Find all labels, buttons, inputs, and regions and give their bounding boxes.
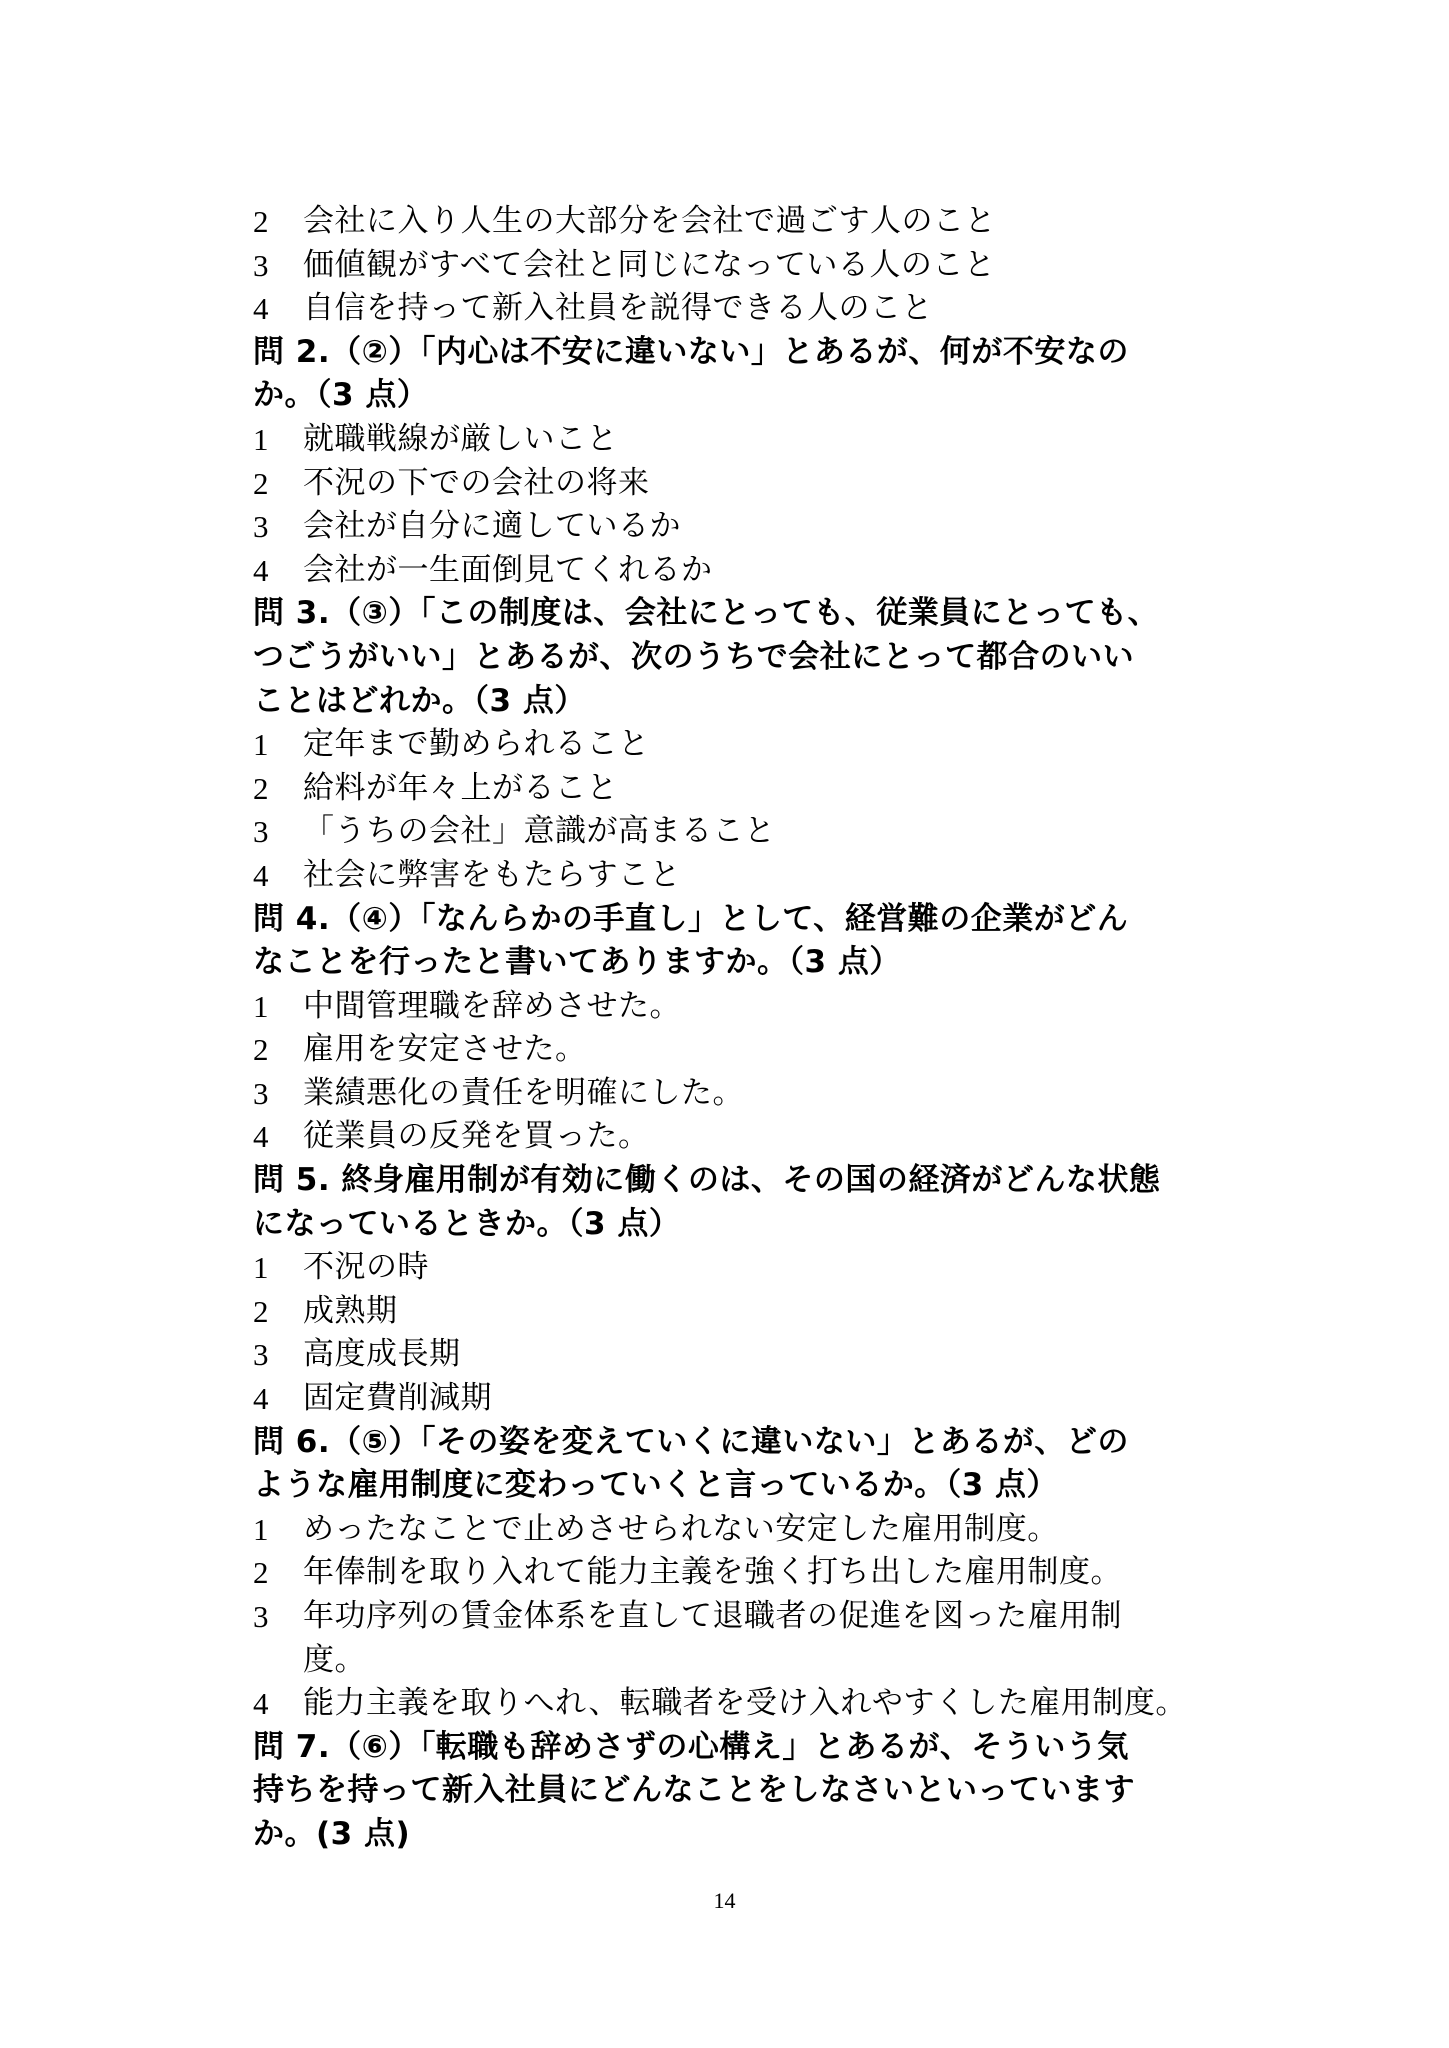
option-item: 1 めったなことで止めさせられない安定した雇用制度。 (253, 1510, 1059, 1547)
option-item: 1 不況の時 (253, 1249, 429, 1286)
option-item: 3 年功序列の賃金体系を直して退職者の促進を図った雇用制 (253, 1598, 1122, 1634)
question-6 (253, 1421, 1213, 1726)
option-item: 1 定年まで勤められること (253, 726, 650, 763)
option-item: 4 社会に弊害をもたらすこと (253, 856, 681, 893)
question-4 (253, 898, 1213, 1160)
option-item-continuation: 度。 (303, 1641, 366, 1678)
question-3 (253, 592, 1213, 897)
option-item: 3 価値観がすべて会社と同じになっている人のこと (253, 246, 996, 283)
question-5 (253, 1159, 1213, 1421)
question-text: 持ちを持って新入社員にどんなことをしなさいといっています (253, 1772, 1135, 1809)
question-text: 問 2.（②）「内心は不安に違いない」とあるが、何が不安なの (253, 333, 1129, 370)
option-item: 4 自信を持って新入社員を説得できる人のこと (253, 290, 933, 327)
option-item: 2 成熟期 (253, 1292, 398, 1329)
question-text: 問 7.（⑥）「転職も辞めさずの心構え」とあるが、そういう気 (253, 1728, 1129, 1765)
option-item: 2 年俸制を取り入れて能力主義を強く打ち出した雇用制度。 (253, 1554, 1122, 1591)
option-item: 3 「うちの会社」意識が高まること (253, 813, 776, 850)
option-item: 3 業績悪化の責任を明確にした。 (253, 1074, 744, 1111)
question-text: か。(3 点) (253, 1815, 411, 1852)
option-item: 4 会社が一生面倒見てくれるか (253, 551, 713, 588)
question-text: なことを行ったと書いてありますか。（3 点） (253, 944, 901, 981)
question-text: になっているときか。（3 点） (253, 1205, 681, 1242)
question-7 (253, 1726, 1213, 1857)
option-item: 3 高度成長期 (253, 1336, 461, 1373)
option-item: 3 会社が自分に適しているか (253, 508, 681, 545)
document-page (253, 200, 1213, 1857)
option-item: 2 不況の下での会社の将来 (253, 464, 650, 501)
question-text: 問 3.（③）「この制度は、会社にとっても、従業員にとっても、 (253, 595, 1160, 632)
option-item: 4 固定費削減期 (253, 1380, 492, 1417)
question-text: 問 4.（④）「なんらかの手直し」として、経営難の企業がどん (253, 900, 1129, 937)
option-item: 1 中間管理職を辞めさせた。 (253, 987, 681, 1024)
option-item: 1 就職戦線が厳しいこと (253, 420, 618, 457)
option-item: 2 給料が年々上がること (253, 769, 618, 806)
question-2 (253, 331, 1213, 593)
question-text: ような雇用制度に変わっていくと言っているか。（3 点） (253, 1467, 1059, 1504)
question-text: 問 6.（⑤）「その姿を変えていくに違いない」とあるが、どの (253, 1423, 1129, 1460)
question-text: か。（3 点） (253, 377, 429, 414)
option-item: 4 能力主義を取りへれ、転職者を受け入れやすくした雇用制度。 (253, 1685, 1187, 1722)
option-item: 2 雇用を安定させた。 (253, 1031, 587, 1068)
q1-options (253, 200, 1213, 331)
option-item: 4 従業員の反発を買った。 (253, 1118, 650, 1155)
question-text: 問 5. 終身雇用制が有効に働くのは、その国の経済がどんな状態 (253, 1162, 1161, 1199)
option-item: 2 会社に入り人生の大部分を会社で過ごす人のこと (253, 203, 996, 239)
question-text: つごうがいい」とあるが、次のうちで会社にとって都合のいい (253, 638, 1135, 675)
question-text: ことはどれか。（3 点） (253, 682, 586, 719)
page-number: 14 (713, 1888, 736, 1913)
